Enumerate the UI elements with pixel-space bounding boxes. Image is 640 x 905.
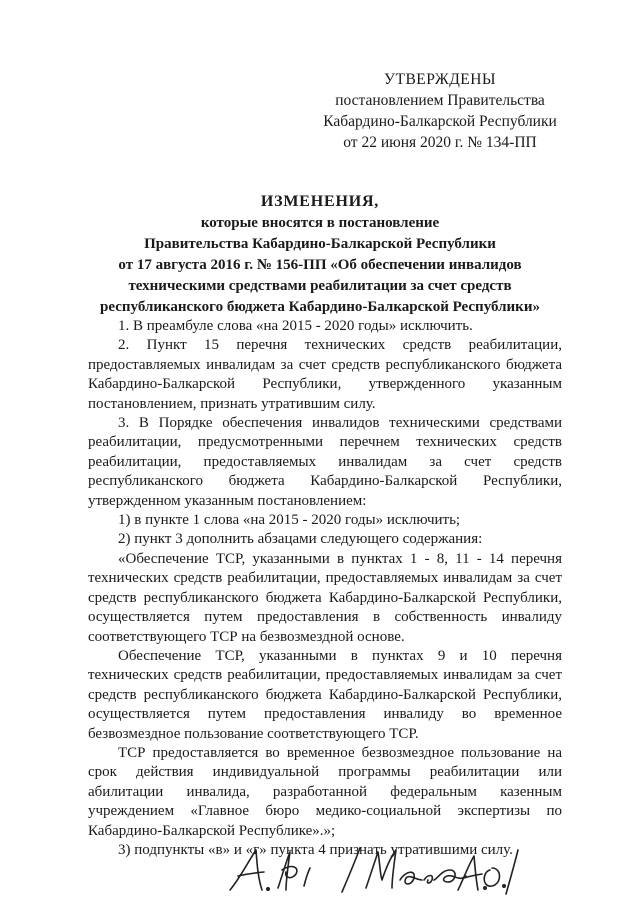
signature-icon: [220, 840, 520, 900]
paragraph-1: 1. В преамбуле слова «на 2015 - 2020 годы» исключить.: [118, 318, 473, 334]
paragraph-3-3: 3) подпункты «в» и «г» пункта 4 признать утратившими силу.: [118, 841, 513, 858]
document-heading: [60, 191, 580, 318]
paragraph-2: 2. Пункт 15 перечня технических средств реабилитации, предоставляемых инвалидам за счет средств республиканского бюджета Кабардино-Балкарской Республики, утвержденного указанным постановлением, признать утратившим силу.: [88, 337, 562, 412]
heading-line-2: Правительства Кабардино-Балкарской Республики: [144, 236, 496, 252]
handwritten-signature: [220, 840, 520, 900]
paragraph-3: 3. В Порядке обеспечения инвалидов техническими средствами реабилитации, предусмотренными перечнем технических средств реабилитации, предоставляемых инвалидам за счет средств республиканского бюджета Кабардино-Балкарской Республики, утвержденном указанным постановлением:: [88, 415, 562, 509]
approval-line-date: от 22 июня 2020 г. № 134-ПП: [343, 134, 537, 151]
document-title: ИЗМЕНЕНИЯ,: [260, 193, 380, 210]
paragraph-quote-3: ТСР предоставляется во временное безвозмездное пользование на срок действия индивидуальной программы реабилитации или абилитации инвалида, разработанной федеральным казенным учреждением «Главное бюро медико-социальной экспертизы по Кабардино-Балкарской Республике».»;: [88, 744, 562, 839]
paragraph-quote-1: «Обеспечение ТСР, указанными в пунктах 1 - 8, 11 - 14 перечня технических средств реабилитации, предоставляемых инвалидам за счет средств республиканского бюджета Кабардино-Балкарской Республики, осуществляется путем предоставления в собственность инвалиду соответствующего ТСР на безвозмездной основе.: [88, 550, 562, 645]
heading-line-1: которые вносятся в постановление: [200, 215, 440, 231]
heading-line-3: от 17 августа 2016 г. № 156-ПП «Об обеспечении инвалидов: [118, 257, 522, 273]
paragraph-quote-2: Обеспечение ТСР, указанными в пунктах 9 и 10 перечня технических средств реабилитации, предоставляемых инвалидам за счет средств республиканского бюджета Кабардино-Балкарской Республики, осуществляется путем предоставления инвалиду во временное безвозмездное пользование соответствующего ТСР.: [88, 647, 562, 742]
document-body: [88, 317, 562, 860]
paragraph-3-2: 2) пункт 3 дополнить абзацами следующего содержания:: [118, 531, 483, 548]
approval-line-republic: Кабардино-Балкарской Республики: [323, 113, 557, 130]
approval-line-decree: постановлением Правительства: [335, 92, 545, 109]
approval-stamp-block: [320, 69, 560, 153]
paragraph-3-1: 1) в пункте 1 слова «на 2015 - 2020 годы» исключить;: [118, 512, 461, 529]
heading-line-5: республиканского бюджета Кабардино-Балкарской Республики»: [100, 299, 540, 315]
approval-title: УТВЕРЖДЕНЫ: [384, 71, 496, 88]
heading-line-4: техническими средствами реабилитации за счет средств: [128, 278, 512, 294]
